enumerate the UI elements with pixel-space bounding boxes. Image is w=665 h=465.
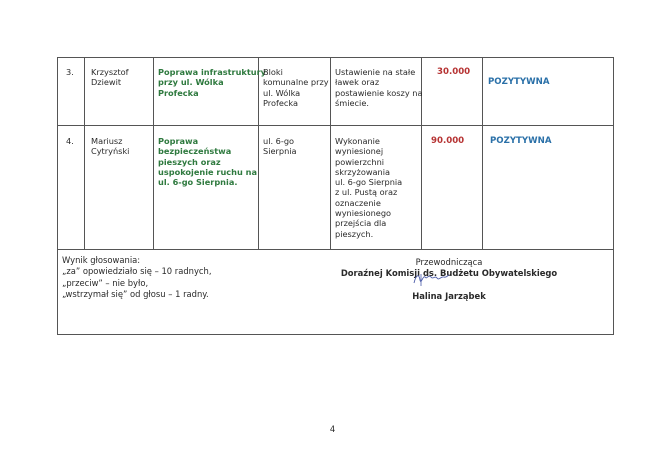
title-line: Poprawa infrastruktury (158, 67, 266, 77)
signature-committee: Doraźnej Komisji ds. Budżetu Obywatelskiego (340, 268, 558, 279)
project-title (158, 67, 266, 98)
vote-title: Wynik głosowania: (62, 255, 141, 265)
project-location (263, 67, 329, 108)
project-location (263, 136, 297, 157)
project-description (335, 67, 423, 108)
name-line: Cytryński (91, 146, 130, 157)
description-line: śmiecie. (335, 97, 369, 108)
location-line: Profecka (263, 97, 299, 108)
location-line: Sierpnia (263, 146, 297, 157)
title-line: Profecka (158, 87, 199, 98)
project-amount: 30.000 (437, 67, 471, 77)
title-line: ul. 6-go Sierpnia. (158, 177, 238, 188)
page-number: 4 (329, 424, 336, 434)
location-line: ul. 6-go (263, 136, 295, 146)
project-amount: 90.000 (431, 136, 465, 146)
column-divider (330, 57, 331, 249)
row-number: 4. (66, 136, 74, 146)
opinion-status: POZYTYWNA (488, 77, 550, 87)
description-line: powierzchni (335, 156, 385, 167)
description-line: postawienie koszy na (335, 87, 423, 98)
description-line: wyniesionego (335, 208, 392, 219)
opinion-status: POZYTYWNA (490, 136, 552, 146)
title-line: Poprawa (158, 136, 199, 146)
row-divider (57, 249, 614, 250)
signature-name: Halina Jarząbek (412, 290, 486, 301)
title-line: bezpieczeństwa (158, 146, 232, 157)
description-line: przejścia dla (335, 218, 387, 229)
description-line: skrzyżowania (335, 166, 391, 177)
description-line: Ustawienie na stałe (335, 67, 416, 77)
description-line: oznaczenie (335, 197, 381, 208)
name-line: Mariusz (91, 136, 123, 146)
name-line: Krzysztof (91, 67, 129, 77)
description-line: ul. 6-go Sierpnia (335, 177, 403, 188)
project-title (158, 136, 257, 187)
column-divider (482, 57, 483, 249)
title-line: uspokojenie ruchu na (158, 166, 258, 177)
row-divider (57, 125, 614, 126)
name-line: Dziewit (91, 77, 122, 88)
description-line: wyniesionej (335, 146, 384, 157)
vote-result (62, 255, 212, 300)
vote-against: „przeciw” – nie było, (62, 277, 149, 288)
description-line: ławek oraz (335, 77, 380, 88)
title-line: przy ul. Wólka (158, 77, 224, 88)
location-line: komunalne przy (263, 77, 329, 88)
applicant-name (91, 67, 129, 88)
description-line: z ul. Pustą oraz (335, 187, 398, 198)
project-description (335, 136, 402, 239)
signature-role: Przewodnicząca (415, 257, 483, 267)
row-number: 3. (66, 67, 74, 77)
location-line: Bloki (263, 67, 283, 77)
vote-abstain: „wstrzymał się” od głosu – 1 radny. (62, 288, 209, 299)
column-divider (153, 57, 154, 249)
handwritten-signature (412, 271, 450, 287)
location-line: ul. Wólka (263, 87, 301, 98)
description-line: Wykonanie (335, 136, 380, 146)
applicant-name (91, 136, 129, 157)
description-line: pieszych. (335, 228, 374, 239)
vote-for: „za” opowiedziało się – 10 radnych, (62, 266, 212, 277)
title-line: pieszych oraz (158, 156, 221, 167)
column-divider (84, 57, 85, 249)
